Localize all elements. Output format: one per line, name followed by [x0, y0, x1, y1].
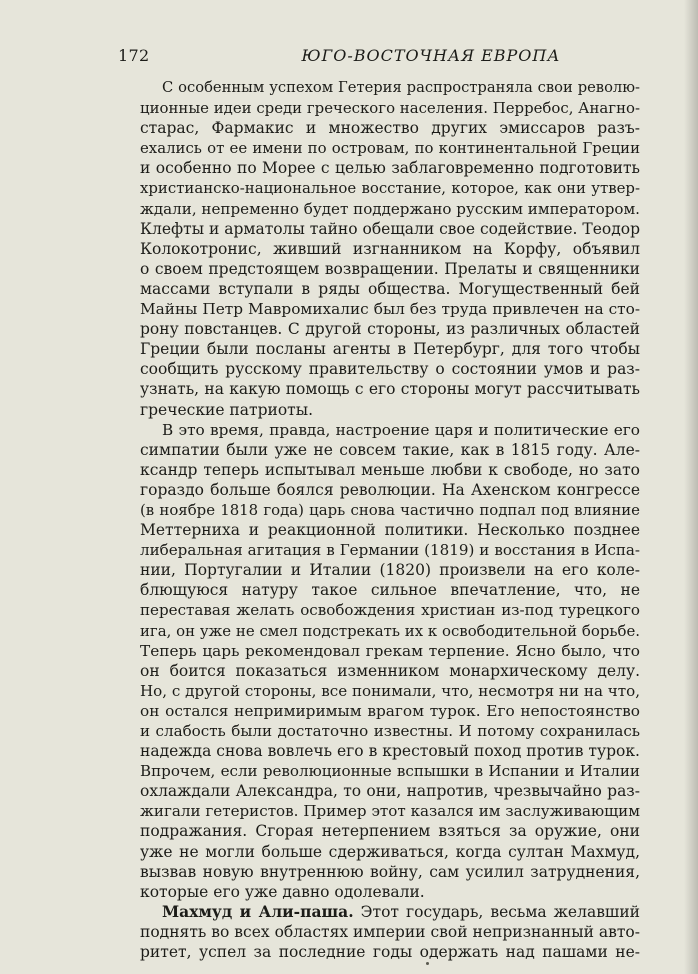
paragraph-tsar [118, 420, 640, 902]
text-line: массами вступали в ряды общества. Могущественный бей [140, 279, 640, 298]
text-line: рону повстанцев. С другой стороны, из различных областей [140, 320, 640, 339]
paragraph-hetaeria [118, 78, 640, 420]
print-speck [426, 962, 429, 965]
text-line: Колокотронис, живший изгнанником на Корфу, объявил [140, 239, 640, 258]
text-line: надежда снова вовлечь его в крестовый поход против турок. [140, 742, 640, 761]
text-line: сообщить русскому правительству о состоянии умов и раз- [140, 360, 640, 379]
text-line: В это время, правда, настроение царя и политические его [162, 420, 640, 439]
paragraph-mahmud [118, 902, 640, 962]
text-line: гораздо больше боялся революции. На Ахенском конгрессе [140, 480, 640, 499]
text-line: (в ноябре 1818 года) царь снова частично подпал под влияние [140, 500, 640, 519]
text-line: переставая желать освобождения христиан из-под турецкого [140, 601, 640, 620]
text-line: ритет, успел за последние годы одержать над пашами не- [140, 943, 640, 962]
heading-line-rest: Этот государь, весьма желавший [360, 902, 640, 921]
text-line: которые его уже давно одолевали. [140, 882, 425, 901]
text-line: подражания. Сгорая нетерпением взяться за оружие, они [140, 822, 640, 841]
text-line: Клефты и арматолы тайно обещали свое содействие. Теодор [140, 219, 640, 238]
text-line: Теперь царь рекомендовал грекам терпение. Ясно было, что [140, 641, 640, 660]
text-line: ционные идеи среди греческого населения. Перребос, Анагно- [140, 99, 640, 118]
text-line: нии, Португалии и Италии (1820) произвели на его коле- [140, 561, 640, 580]
text-line: греческие патриоты. [140, 400, 314, 419]
text-line: он боится показаться изменником монархическому делу. [140, 661, 640, 680]
text-line: Но, с другой стороны, все понимали, что, несмотря ни на что, [140, 681, 640, 700]
text-line: вызвав новую внутреннюю войну, сам усилил затруднения, [140, 862, 640, 881]
text-line: и слабость были достаточно известны. И потому сохранилась [140, 722, 640, 740]
page-header [118, 46, 638, 70]
text-line [118, 902, 640, 922]
text-line: жигали гетеристов. Пример этот казался им заслуживающим [140, 802, 640, 821]
running-title: ЮГО-ВОСТОЧНАЯ ЕВРОПА [301, 46, 561, 65]
text-line: ждали, непременно будет поддержано русским императором. [140, 199, 640, 218]
text-line: ксандр теперь испытывал меньше любви к свободе, но зато [140, 460, 640, 479]
page-number: 172 [118, 46, 150, 65]
text-body [118, 78, 640, 962]
text-line: старас, Фармакис и множество других эмиссаров разъ- [140, 119, 640, 138]
text-line: Меттерниха и реакционной политики. Несколько позднее [140, 521, 640, 540]
text-line: Греции были посланы агенты в Петербург, для того чтобы [140, 340, 640, 359]
text-line: блющуюся натуру такое сильное впечатление, что, не [140, 581, 640, 600]
text-line: ехались от ее имени по островам, по континентальной Греции [140, 139, 640, 158]
text-line: христианско-национальное восстание, которое, как они утвер- [140, 179, 640, 198]
text-line: поднять во всех областях империи свой непризнанный авто- [140, 922, 640, 941]
text-line: о своем предстоящем возвращении. Прелаты и священники [140, 259, 640, 278]
text-line: и особенно по Морее с целью заблаговременно подготовить [140, 159, 640, 178]
text-line: симпатии были уже не совсем такие, как в 1815 году. Але- [140, 440, 640, 459]
text-line: Впрочем, если революционные вспышки в Испании и Италии [140, 762, 640, 781]
text-line: узнать, на какую помощь с его стороны могут рассчитывать [140, 380, 640, 399]
text-line: он остался непримиримым врагом турок. Его непостоянство [140, 701, 640, 720]
text-line: либеральная агитация в Германии (1819) и восстания в Испа- [140, 541, 640, 560]
text-line: ига, он уже не смел подстрекать их к освободительной борьбе. [140, 621, 640, 640]
text-line: С особенным успехом Гетерия распространяла свои револю- [162, 79, 640, 96]
run-in-heading: Махмуд и Али-паша. [162, 901, 354, 921]
text-line: Майны Петр Мавромихалис был без труда привлечен на сто- [140, 300, 640, 319]
text-line: охлаждали Александра, то они, напротив, чрезвычайно раз- [140, 782, 640, 801]
text-line: уже не могли больше сдерживаться, когда султан Махмуд, [140, 842, 640, 861]
